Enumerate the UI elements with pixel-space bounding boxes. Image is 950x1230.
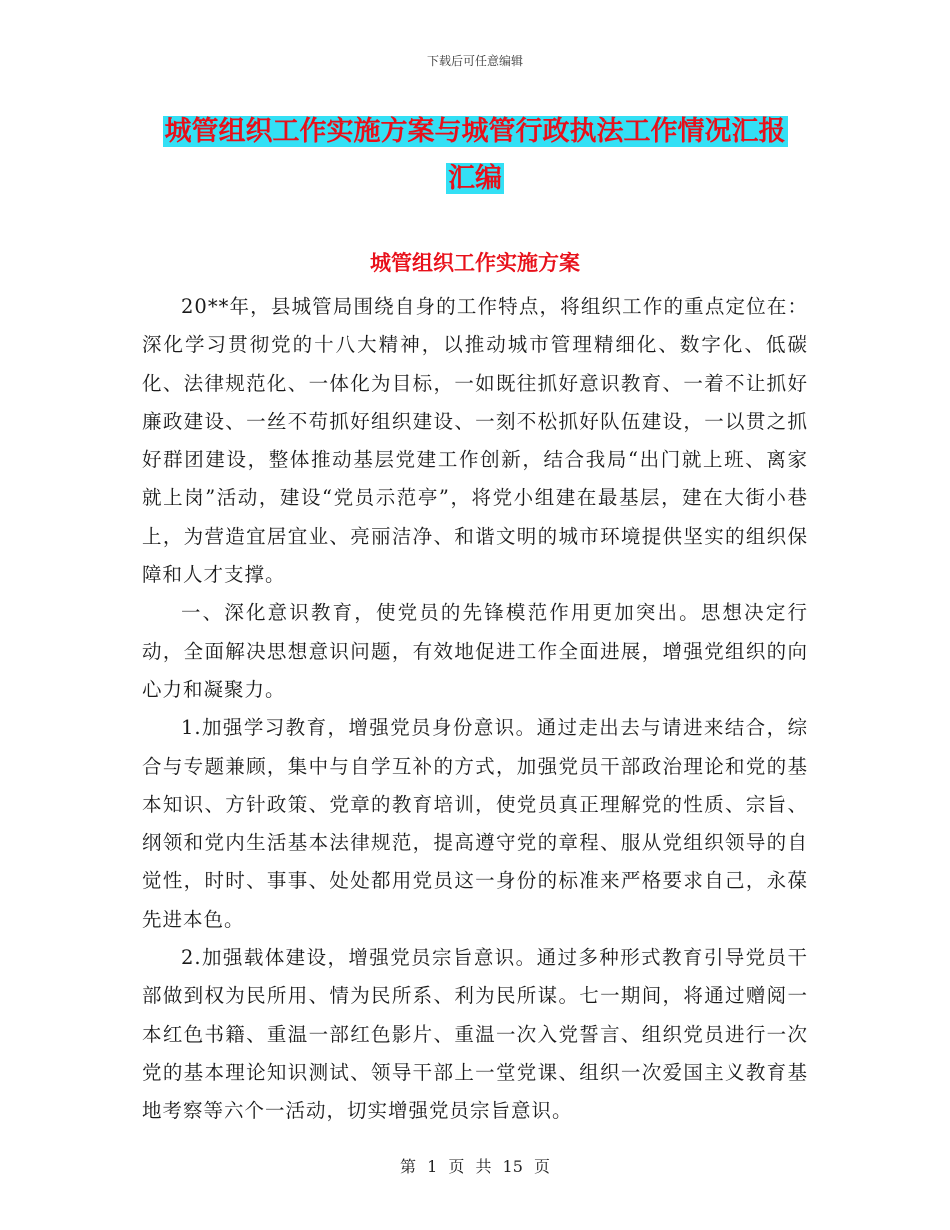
document-title-line1: 城管组织工作实施方案与城管行政执法工作情况汇报 bbox=[164, 116, 786, 147]
paragraph-section-1: 一、深化意识教育，使党员的先锋模范作用更加突出。思想决定行动，全面解决思想意识问题，有效地促进工作全面进展，增强党组织的向心力和凝聚力。 bbox=[142, 601, 808, 701]
page-header-note: 下载后可任意编辑 bbox=[426, 54, 523, 68]
section-title: 城管组织工作实施方案 bbox=[370, 250, 580, 275]
document-title-line2: 汇编 bbox=[448, 163, 502, 194]
paragraph-intro: 20**年，县城管局围绕自身的工作特点，将组织工作的重点定位在：深化学习贯彻党的十八大精神，以推动城市管理精细化、数字化、低碳化、法律规范化、一体化为目标，一如既往抓好意识教育、一着不让抓好廉政建设、一丝不苟抓好组织建设、一刻不松抓好队伍建设，一以贯之抓好群团建设，整体推动基层党建工作创新，结合我局“出门就上班、离家就上岗”活动，建设“党员示范亭”，将党小组建在最基层，建在大街小巷上，为营造宜居宜业、亮丽洁净、和谐文明的城市环境提供坚实的组织保障和人才支撑。 bbox=[142, 295, 808, 587]
document-body bbox=[142, 288, 808, 1131]
page-number: 第 1 页 共 15 页 bbox=[400, 1157, 550, 1176]
document-title bbox=[0, 108, 950, 202]
paragraph-item-1: 1.加强学习教育，增强党员身份意识。通过走出去与请进来结合，综合与专题兼顾，集中与自学互补的方式，加强党员干部政治理论和党的基本知识、方针政策、党章的教育培训，使党员真正理解党的性质、宗旨、纲领和党内生活基本法律规范，提高遵守党的章程、服从党组织领导的自觉性，时时、事事、处处都用党员这一身份的标准来严格要求自己，永葆先进本色。 bbox=[142, 716, 808, 931]
paragraph-item-2: 2.加强载体建设，增强党员宗旨意识。通过多种形式教育引导党员干部做到权为民所用、情为民所系、利为民所谋。七一期间，将通过赠阅一本红色书籍、重温一部红色影片、重温一次入党誓言、组织党员进行一次党的基本理论知识测试、领导干部上一堂党课、组织一次爱国主义教育基地考察等六个一活动，切实增强党员宗旨意识。 bbox=[142, 946, 808, 1123]
